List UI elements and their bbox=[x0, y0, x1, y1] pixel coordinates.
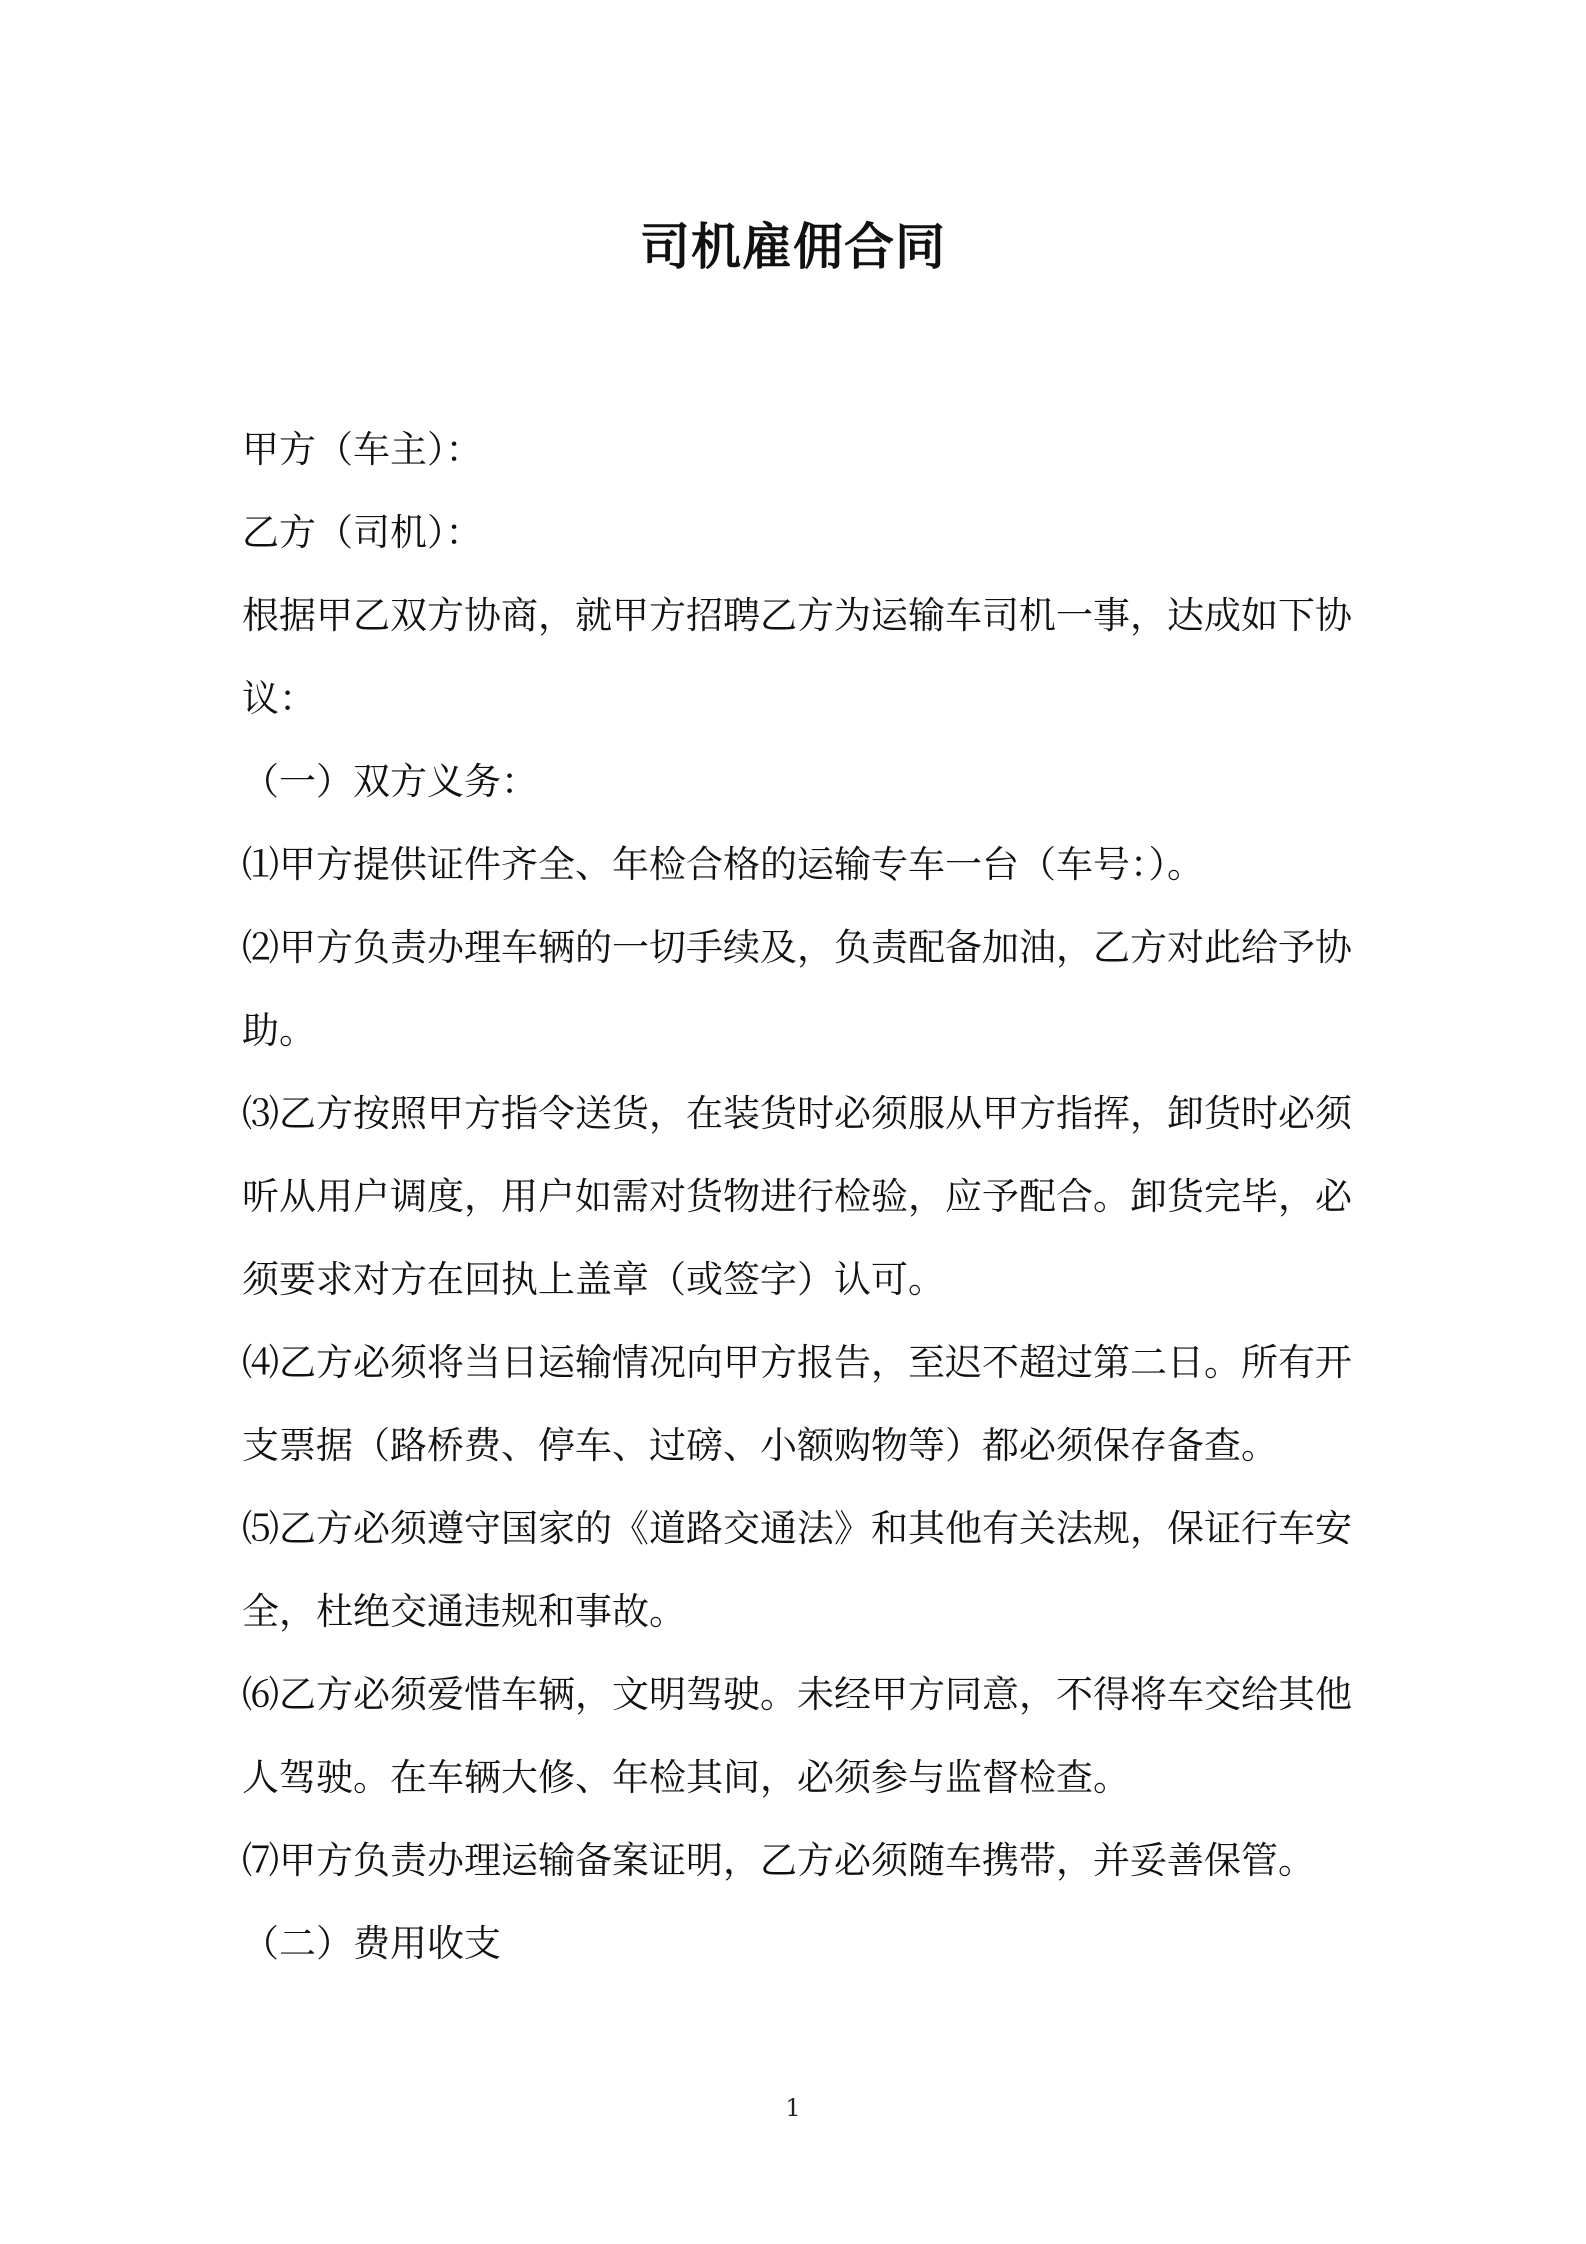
document-title: 司机雇佣合同 bbox=[640, 218, 946, 276]
clause-4: ⑷乙方必须将当日运输情况向甲方报告，至迟不超过第二日。所有开支票据（路桥费、停车、过磅、小额购物等）都必须保存备查。 bbox=[242, 1341, 1352, 1467]
clause-7: ⑺甲方负责办理运输备案证明，乙方必须随车携带，并妥善保管。 bbox=[242, 1839, 1315, 1882]
section-1-heading: （一）双方义务： bbox=[242, 760, 538, 803]
clause-3: ⑶乙方按照甲方指令送货，在装货时必须服从甲方指挥，卸货时必须听从用户调度，用户如需对货物进行检验，应予配合。卸货完毕，必须要求对方在回执上盖章（或签字）认可。 bbox=[242, 1092, 1352, 1301]
document-body bbox=[242, 408, 1354, 1985]
party-a-line: 甲方（车主）： bbox=[242, 428, 483, 471]
clause-2: ⑵甲方负责办理车辆的一切手续及，负责配备加油，乙方对此给予协助。 bbox=[242, 926, 1352, 1052]
clause-1: ⑴甲方提供证件齐全、年检合格的运输专车一台（车号：）。 bbox=[242, 843, 1204, 886]
clause-5: ⑸乙方必须遵守国家的《道路交通法》和其他有关法规，保证行车安全，杜绝交通违规和事故。 bbox=[242, 1507, 1352, 1633]
section-2-heading: （二）费用收支 bbox=[242, 1922, 501, 1965]
party-b-line: 乙方（司机）： bbox=[242, 511, 483, 554]
intro-paragraph: 根据甲乙双方协商，就甲方招聘乙方为运输车司机一事，达成如下协议： bbox=[242, 594, 1352, 720]
clause-6: ⑹乙方必须爱惜车辆，文明驾驶。未经甲方同意，不得将车交给其他人驾驶。在车辆大修、年检其间，必须参与监督检查。 bbox=[242, 1673, 1352, 1799]
page-number: 1 bbox=[785, 2094, 801, 2122]
